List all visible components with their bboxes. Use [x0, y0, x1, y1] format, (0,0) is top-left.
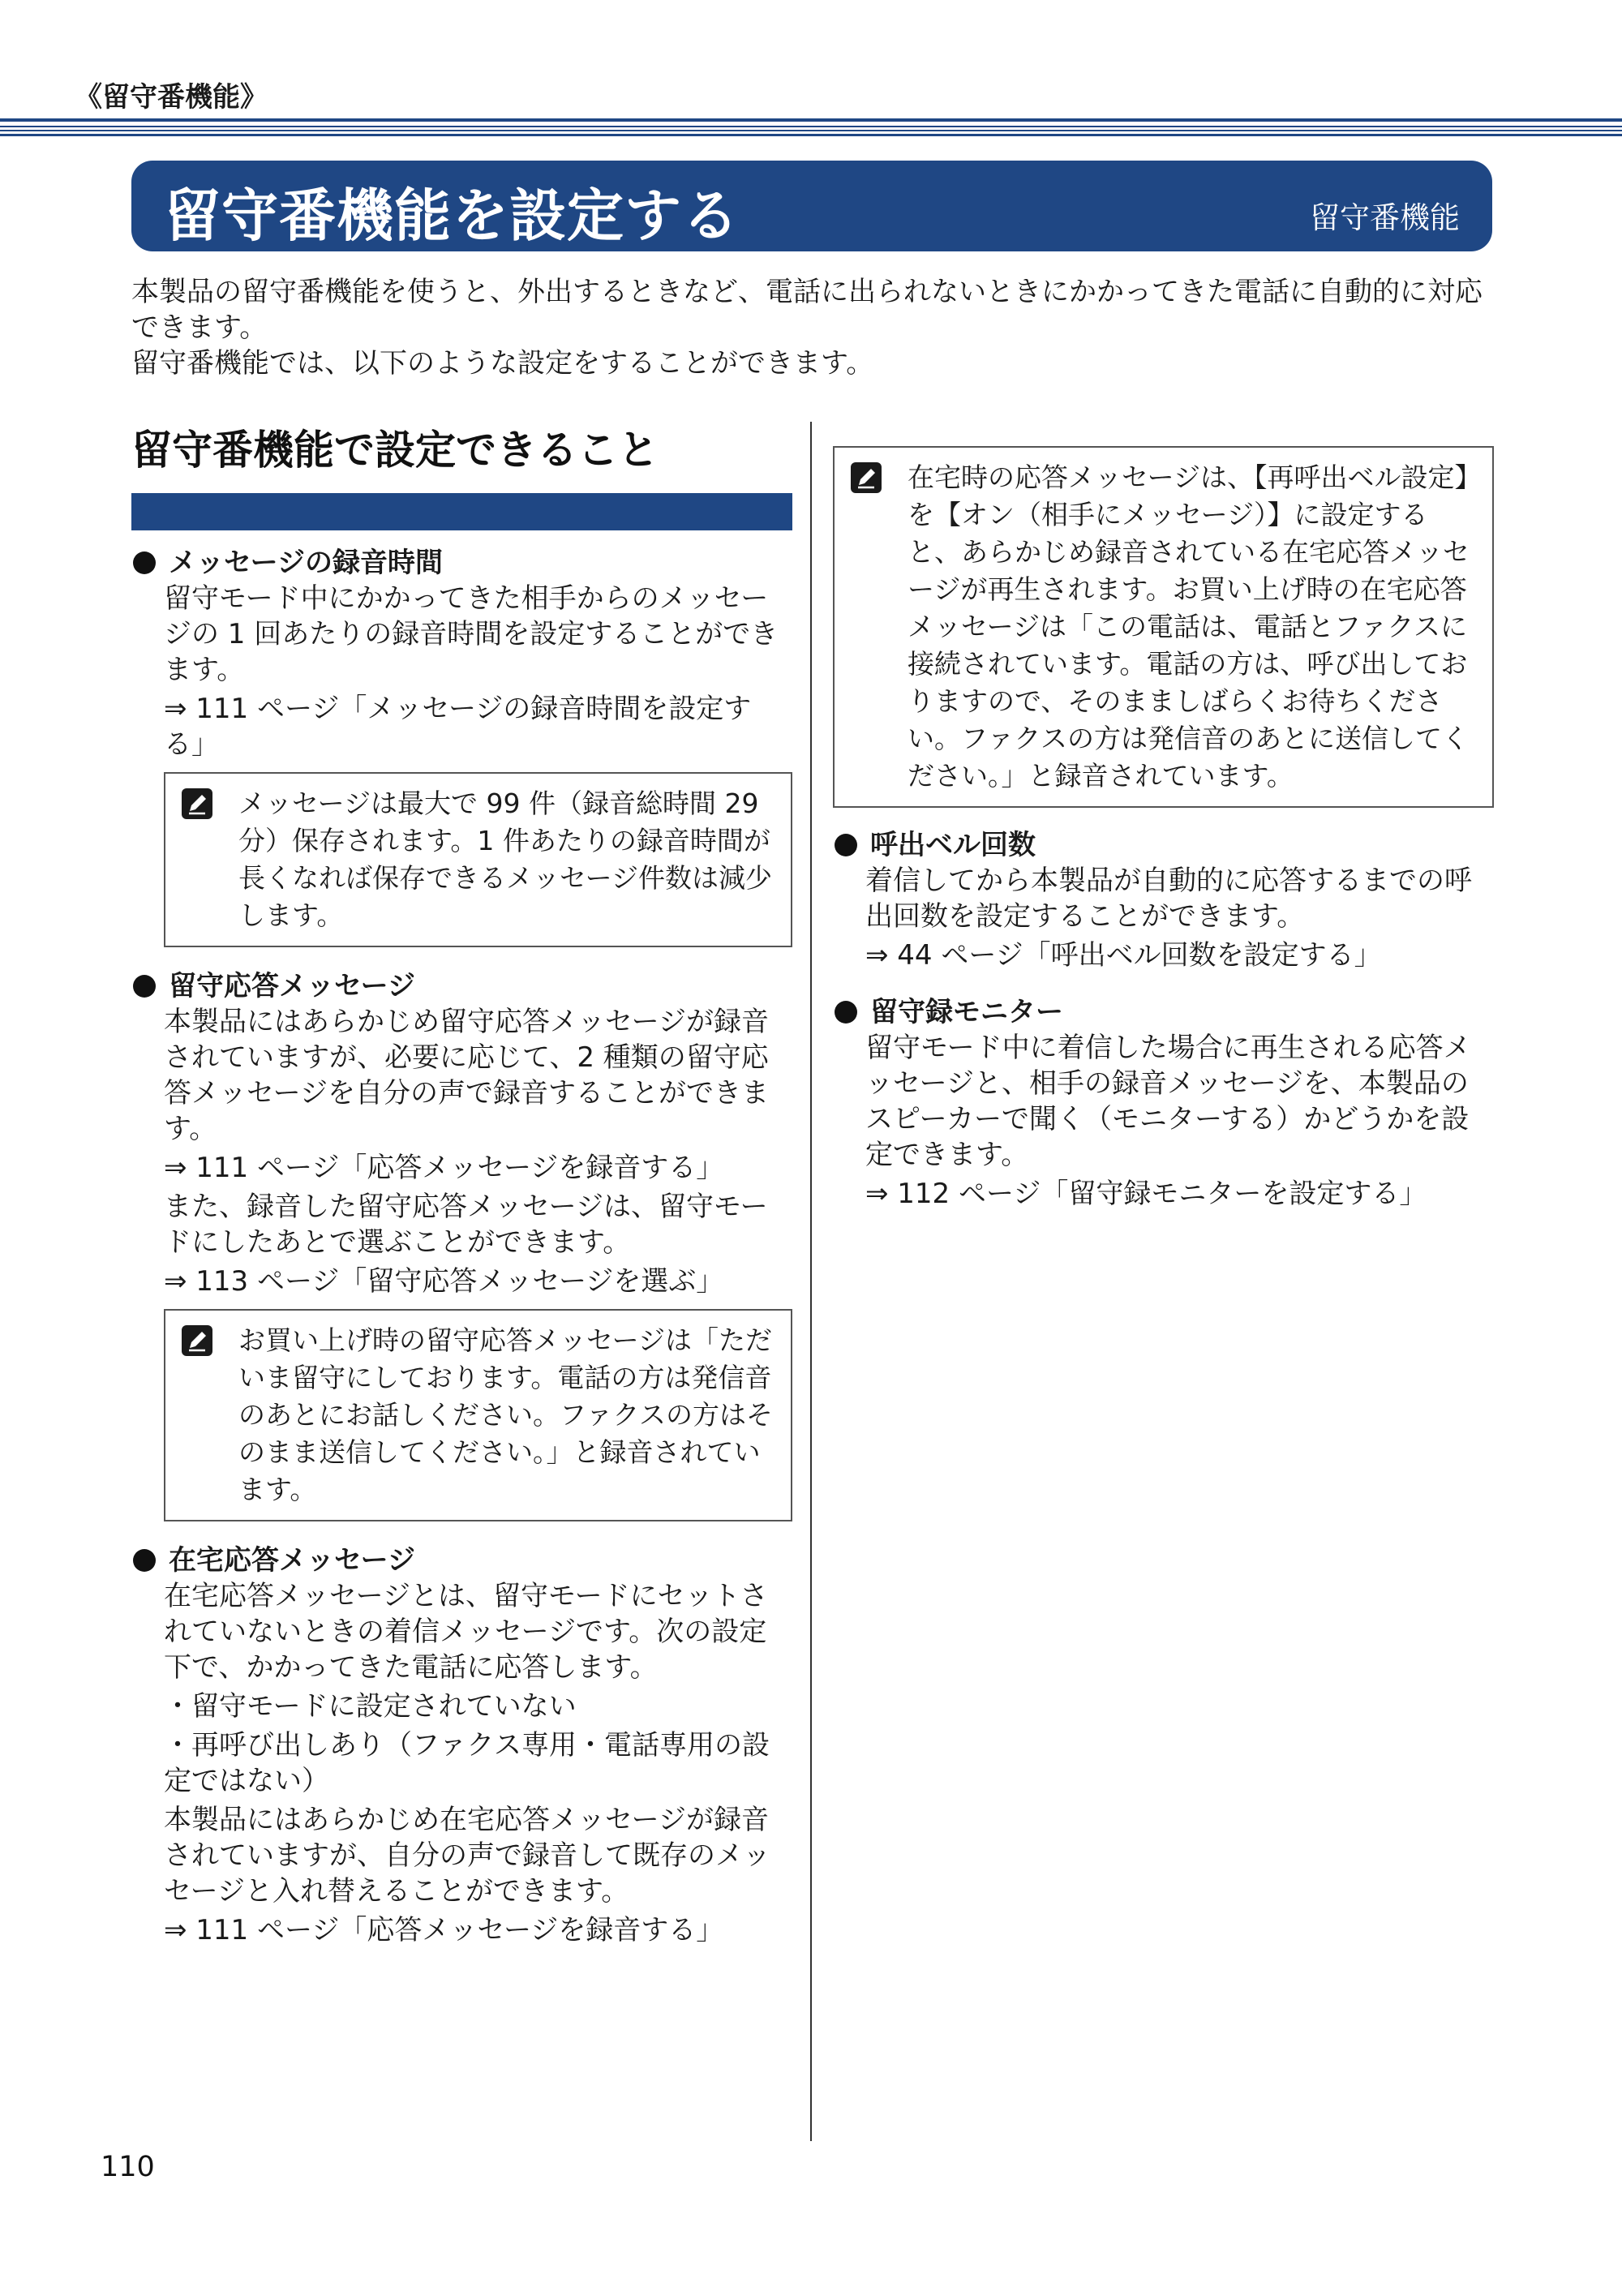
bullet-icon	[133, 551, 156, 574]
section-bar	[131, 493, 792, 530]
bullet-icon	[835, 834, 857, 856]
title-banner	[131, 161, 1492, 251]
feature-text: 本製品にはあらかじめ在宅応答メッセージが録音されていますが、自分の声で録音して既存のメッセージと入れ替えることができます。	[164, 1804, 770, 1908]
feature-text: 留守モード中にかかってきた相手からのメッセージの 1 回あたりの録音時間を設定することができます。	[164, 582, 779, 686]
page-reference: ⇒ 111 ページ「応答メッセージを録音する」	[164, 1914, 724, 1946]
header-rule	[0, 118, 1622, 122]
page-reference: ⇒ 44 ページ「呼出ベル回数を設定する」	[865, 939, 1382, 972]
feature-title	[131, 545, 792, 581]
intro	[131, 274, 1494, 381]
section-heading: 留守番機能で設定できること	[131, 427, 659, 474]
bullet-icon	[133, 975, 156, 998]
feature-item	[833, 994, 1494, 1212]
column-divider	[810, 422, 812, 2141]
feature-title	[833, 994, 1494, 1030]
header-label: 《留守番機能》	[75, 81, 268, 114]
page-reference: ⇒ 113 ページ「留守応答メッセージを選ぶ」	[164, 1265, 724, 1298]
feature-title-text: 留守応答メッセージ	[169, 970, 415, 1002]
page-reference: ⇒ 111 ページ「応答メッセージを録音する」	[164, 1152, 724, 1184]
bullet-icon	[133, 1549, 156, 1572]
feature-title	[131, 968, 792, 1004]
chapter-tag: 留守番機能	[1310, 200, 1460, 235]
feature-item	[131, 545, 792, 947]
feature-title	[131, 1543, 792, 1578]
left-column	[131, 422, 792, 1969]
intro-paragraph: 留守番機能では、以下のような設定をすることができます。	[131, 347, 874, 380]
feature-item	[833, 827, 1494, 973]
list-item: ・留守モードに設定されていない	[164, 1690, 577, 1723]
intro-paragraph: 本製品の留守番機能を使うと、外出するときなど、電話に出られないときにかかってきた電話に自動的に対応できます。	[131, 276, 1483, 344]
feature-item	[131, 968, 792, 1521]
page-title: 留守番機能を設定する	[164, 182, 740, 249]
feature-item	[131, 1543, 792, 1948]
feature-title-text: メッセージの録音時間	[169, 547, 443, 579]
feature-body	[131, 581, 792, 762]
feature-body	[833, 1030, 1494, 1212]
feature-text: また、録音した留守応答メッセージは、留守モードにしたあとで選ぶことができます。	[164, 1191, 768, 1259]
header-rule	[0, 130, 1622, 131]
header-rule	[0, 126, 1622, 127]
feature-title-text: 留守録モニター	[870, 996, 1063, 1028]
feature-text: 着信してから本製品が自動的に応答するまでの呼出回数を設定することができます。	[865, 865, 1472, 933]
pencil-memo-icon	[851, 462, 882, 493]
note-text: お買い上げ時の留守応答メッセージは「ただいま留守にしております。電話の方は発信音のあとにお話しください。ファクスの方はそのまま送信してください。」と録音されています。	[238, 1324, 774, 1505]
pencil-memo-icon	[182, 1325, 212, 1356]
page-reference: ⇒ 111 ページ「メッセージの録音時間を設定する」	[164, 693, 752, 761]
pencil-memo-icon	[182, 788, 212, 819]
feature-title	[833, 827, 1494, 863]
note-box	[164, 1309, 792, 1521]
header-rule	[0, 134, 1622, 136]
feature-title-text: 在宅応答メッセージ	[169, 1544, 415, 1577]
page-reference: ⇒ 112 ページ「留守録モニターを設定する」	[865, 1178, 1427, 1210]
feature-body	[131, 1004, 792, 1299]
feature-text: 本製品にはあらかじめ留守応答メッセージが録音されていますが、必要に応じて、2 種類の留守応答メッセージを自分の声で録音することができます。	[164, 1006, 769, 1145]
right-column	[833, 436, 1494, 1233]
feature-body	[131, 1578, 792, 1948]
feature-body	[833, 863, 1494, 973]
bullet-icon	[835, 1001, 857, 1024]
page-number: 110	[101, 2151, 155, 2183]
feature-title-text: 呼出ベル回数	[870, 829, 1036, 861]
note-box	[164, 772, 792, 947]
note-text: 在宅時の応答メッセージは、【再呼出ベル設定】を【オン（相手にメッセージ）】に設定すると、あらかじめ録音されている在宅応答メッセージが再生されます。お買い上げ時の在宅応答メッセージは「この電話は、電話とファクスに接続されています。電話の方は、呼び出しておりますので、そのまましばらくお待ちください。ファクスの方は発信音のあとに送信してください。」と録音されています。	[908, 461, 1470, 792]
list-item: ・再呼び出しあり（ファクス専用・電話専用の設定ではない）	[164, 1729, 770, 1797]
feature-text: 在宅応答メッセージとは、留守モードにセットされていないときの着信メッセージです。次の設定下で、かかってきた電話に応答します。	[164, 1580, 768, 1684]
note-box	[833, 446, 1494, 808]
note-text: メッセージは最大で 99 件（録音総時間 29 分）保存されます。1 件あたりの録音時間が長くなれば保存できるメッセージ件数は減少します。	[238, 788, 773, 931]
feature-text: 留守モード中に着信した場合に再生される応答メッセージと、相手の録音メッセージを、本製品のスピーカーで聞く（モニターする）かどうかを設定できます。	[865, 1032, 1471, 1171]
